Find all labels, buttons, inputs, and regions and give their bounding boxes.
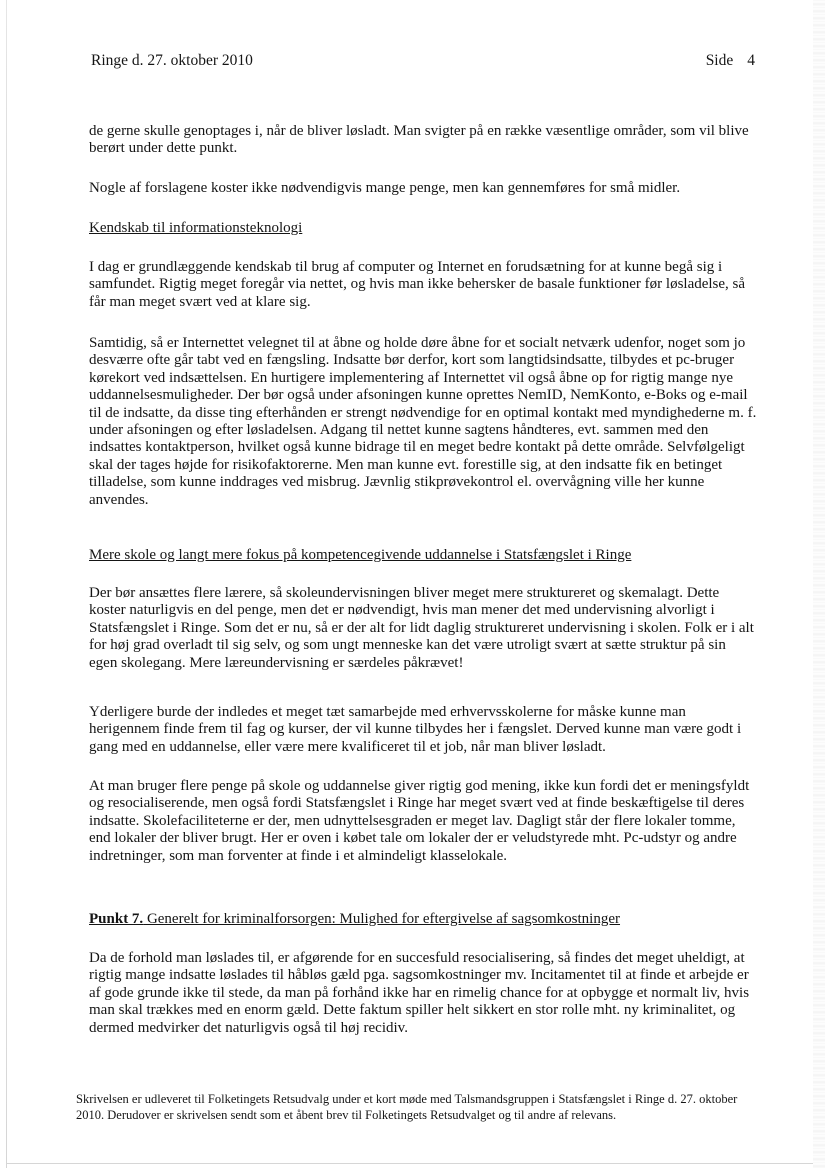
paragraph-text: Samtidig, så er Internettet velegnet til at åbne og holde døre åbne for et socialt netværk udenfor, noget som jo desværre ofte går tabt ved en fængsling. Indsatte bør derfor, kort som langtidsindsatte, tilbydes et pc-bruger kørekort ved indsættelsen. En hurtigere implementering af Internettet vil også åbne op for rigtig mange nye uddannelsesmuligheder. Der bør også under afsoningen kunne oprettes NemID, NemKonto, e-Boks og e-mail til de indsatte, da disse ting efterhånden er strengt nødvendige for en optimal kontakt med myndighederne m. f. under afsoningen og efter løsladelsen. Adgang til nettet kunne sagtens håndteres, evt. sammen med den indsattes kontaktperson, hvilket også kunne bidrage til en meget bedre kontakt på dette område. Selvfølgeligt skal der tages højde for risikofaktorerne. Men man kunne evt. forestille sig, at den indsatte fik en betinget tilladelse, som kunne inddrages ved misbrug. Jævnlig stikprøvekontrol el. overvågning ville her kunne anvendes.	[89, 335, 757, 508]
paragraph-5	[89, 585, 757, 672]
paragraph-text: Da de forhold man løslades til, er afgørende for en succesfuld resocialisering, så findes det meget uheldigt, at rigtig mange indsatte løslades til håbløs gæld pga. sagsomkostninger mv. Incitamentet til at finde et arbejde er af gode grunde ikke til stede, da man på forhånd ikke har en rimelig chance for at opbygge et normalt liv, hvis man skal trækkes med en enorm gæld. Dette faktum spiller helt sikkert en stor rolle mht. ny kriminalitet, og dermed medvirker det naturligvis også til høj recidiv.	[89, 950, 750, 1036]
paragraph-text: At man bruger flere penge på skole og uddannelse giver rigtig god mening, ikke kun fordi det er meningsfyldt og resocialiserende, men også fordi Statsfængslet i Ringe har meget svært ved at finde beskæftigelse til deres indsatte. Skolefaciliteterne er der, men udnyttelsesgraden er meget lav. Dagligt står der flere lokaler tomme, end lokaler der bliver brugt. Her er oven i købet tale om lokaler der er veludstyrede mht. Pc-udstyr og andre indretninger, som man forventer at finde i et almindeligt klasselokale.	[89, 778, 750, 864]
paragraph-6	[89, 704, 757, 756]
heading-title: Generelt for kriminalforsorgen: Mulighed for eftergivelse af sagsomkostninger	[143, 911, 621, 927]
scan-edge-left	[6, 0, 7, 1168]
scan-edge-right	[813, 0, 825, 1168]
paragraph-2	[89, 180, 757, 197]
scan-edge-bottom	[6, 1163, 813, 1164]
paragraph-1	[89, 123, 757, 158]
paragraph-text: de gerne skulle genoptages i, når de bliver løsladt. Man svigter på en række væsentlige områder, som vil blive berørt under dette punkt.	[89, 123, 749, 157]
paragraph-7	[89, 778, 757, 865]
header-page	[706, 52, 755, 70]
section-heading-school: Mere skole og langt mere fokus på kompetencegivende uddannelse i Statsfængslet i Ringe	[89, 547, 632, 563]
paragraph-text: Nogle af forslagene koster ikke nødvendigvis mange penge, men kan gennemføres for små midler.	[89, 180, 681, 196]
header-date: Ringe d. 27. oktober 2010	[91, 52, 253, 69]
section-heading-punkt-7	[89, 910, 620, 928]
paragraph-text: I dag er grundlæggende kendskab til brug af computer og Internet en forudsætning for at kunne begå sig i samfundet. Rigtig meget foregår via nettet, og hvis man ikke behersker de basale funktioner før løsladelse, så får man meget svært ved at klare sig.	[89, 259, 746, 310]
page-number: 4	[747, 52, 755, 69]
heading-number: Punkt 7.	[89, 911, 144, 927]
paragraph-4	[89, 335, 757, 509]
section-heading-it: Kendskab til informationsteknologi	[89, 220, 303, 236]
paragraph-text: Yderligere burde der indledes et meget tæt samarbejde med erhvervsskolerne for måske kunne man herigennem finde frem til fag og kurser, der vil kunne tilbydes her i fængslet. Derved kunne man være godt i gang med en uddannelse, eller være mere kvalificeret til et job, når man bliver løsladt.	[89, 704, 742, 755]
page-label: Side	[705, 52, 734, 69]
paragraph-text: Der bør ansættes flere lærere, så skoleundervisningen bliver meget mere struktureret og skemalagt. Dette koster naturligvis en del penge, men det er nødvendigt, hvis man mener det med undervisning alvorligt i Statsfængslet i Ringe. Som det er nu, så er der alt for lidt daglig struktureret undervisning i skolen. Folk er i alt for høj grad overladt til sig selv, og som ungt menneske kan det være utroligt svært at sætte struktur på sin egen skolegang. Mere læreundervisning er særdeles påkrævet!	[89, 585, 754, 671]
footnote: Skrivelsen er udleveret til Folketingets Retsudvalg under et kort møde med Talsmandsgruppen i Statsfængslet i Ringe d. 27. oktober 2010. Derudover er skrivelsen sendt som et åbent brev til Folketingets Retsudvalget og til andre af relevans.	[76, 1092, 738, 1122]
paragraph-8	[89, 950, 757, 1037]
paragraph-3	[89, 259, 757, 311]
